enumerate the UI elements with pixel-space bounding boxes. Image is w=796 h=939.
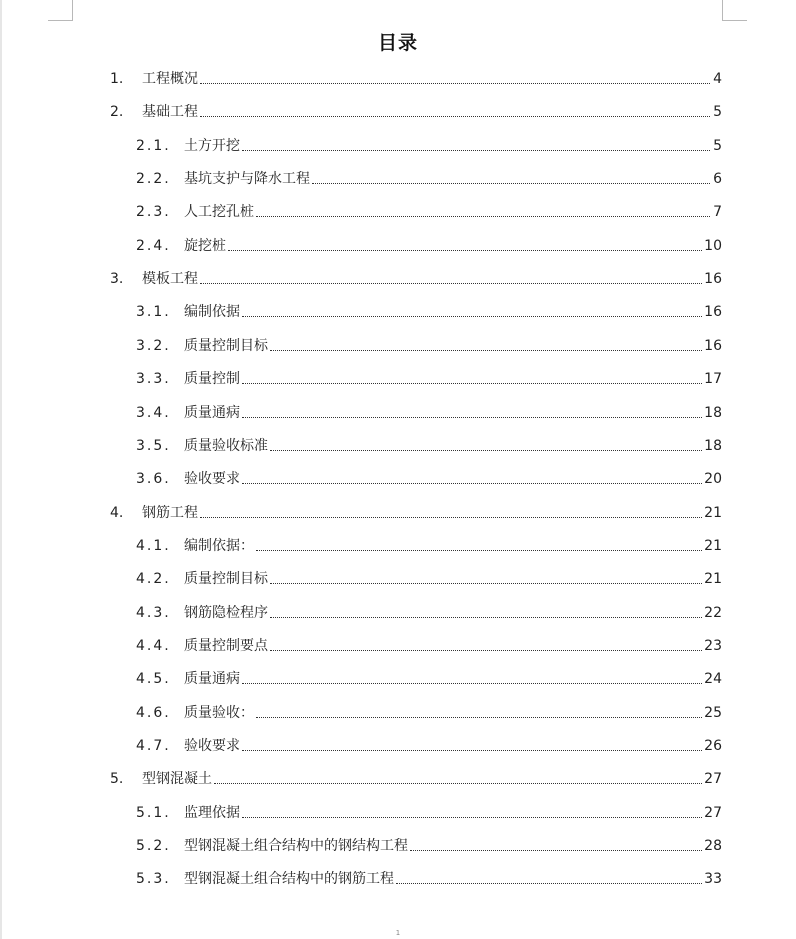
toc-dot-leader [242,150,710,151]
toc-dot-leader [242,817,702,818]
toc-dot-leader [256,717,702,718]
toc-dot-leader [270,583,702,584]
toc-dot-leader [256,216,710,217]
toc-entry-page: 28 [704,838,722,855]
toc-dot-leader [256,550,702,551]
toc-dot-leader [270,350,702,351]
toc-entry-page: 5 [713,104,722,121]
toc-entry-text: 监理依据 [184,804,240,821]
toc-entry-page: 16 [704,304,722,321]
toc-entry-level2[interactable] [136,166,722,188]
toc-dot-leader [228,250,702,251]
toc-entry-number: 4.7. [136,738,171,754]
toc-entry-level2[interactable] [136,299,722,321]
toc-entry-number: 5.1. [136,804,171,821]
toc-entry-text: 质量验收： [184,704,254,721]
toc-entry-page: 21 [704,537,722,554]
toc-dot-leader [200,517,702,518]
toc-entry-number: 4. [110,504,124,521]
toc-entry-number: 4.1. [136,537,171,554]
toc-entry-number: 4.2. [136,571,171,588]
toc-entry-page: 27 [704,804,722,821]
crop-mark-top-left [48,0,73,21]
toc-entry-level2[interactable] [136,833,722,855]
toc-dot-leader [270,617,702,618]
toc-entry-number: 4.3. [136,604,171,621]
toc-entry-text: 质量控制 [184,371,240,388]
toc-dot-leader [270,450,702,451]
toc-entry-level1[interactable] [110,500,722,522]
toc-dot-leader [242,383,702,384]
toc-entry-number: 5. [110,771,124,788]
toc-entry-level1[interactable] [110,99,722,121]
toc-entry-page: 24 [704,671,722,688]
toc-dot-leader [242,483,702,484]
toc-entry-text: 质量通病 [184,671,240,688]
toc-entry-level2[interactable] [136,466,722,488]
toc-entry-text: 人工挖孔桩 [184,204,254,221]
toc-entry-number: 2.3. [136,204,171,221]
toc-entry-page: 27 [704,771,722,788]
toc-entry-text: 质量控制目标 [184,337,268,354]
crop-mark-top-right [722,0,747,21]
toc-dot-leader [242,683,702,684]
toc-dot-leader [200,283,702,284]
toc-dot-leader [242,316,702,317]
toc-entry-level2[interactable] [136,199,722,221]
toc-entry-number: 4.4. [136,637,171,654]
toc-entry-text: 编制依据： [184,537,254,554]
toc-entry-level2[interactable] [136,800,722,822]
toc-dot-leader [242,417,702,418]
toc-entry-page: 10 [704,237,722,254]
toc-entry-number: 2. [110,104,124,121]
toc-entry-number: 3.4. [136,404,171,421]
toc-entry-page: 17 [704,371,722,388]
toc-entry-page: 4 [713,71,722,87]
toc-dot-leader [270,650,702,651]
toc-entry-text: 质量验收标准 [184,437,268,454]
toc-entry-level2[interactable] [136,366,722,388]
toc-entry-level1[interactable] [110,66,722,88]
toc-entry-level2[interactable] [136,733,722,755]
toc-entry-page: 26 [704,738,722,754]
toc-entry-level2[interactable] [136,666,722,688]
toc-entry-level2[interactable] [136,433,722,455]
toc-dot-leader [200,83,710,84]
toc-entry-text: 土方开挖 [184,137,240,154]
toc-entry-number: 4.6. [136,704,171,721]
toc-entry-level2[interactable] [136,700,722,722]
toc-entry-level2[interactable] [136,600,722,622]
toc-entry-level1[interactable] [110,766,722,788]
toc-entry-number: 3.6. [136,471,171,488]
toc-entry-number: 3.2. [136,337,171,354]
toc-entry-level2[interactable] [136,633,722,655]
toc-entry-level2[interactable] [136,133,722,155]
toc-dot-leader [200,116,710,117]
toc-entry-number: 5.2. [136,838,171,855]
toc-dot-leader [396,883,702,884]
toc-entry-text: 基坑支护与降水工程 [184,171,310,188]
toc-entry-number: 1. [110,71,124,87]
toc-entry-text: 模板工程 [142,271,198,288]
toc-entry-text: 型钢混凝土组合结构中的钢筋工程 [184,871,394,888]
toc-entry-text: 基础工程 [142,104,198,121]
toc-entry-number: 2.4. [136,237,171,254]
toc-entry-page: 23 [704,637,722,654]
toc-entry-page: 20 [704,471,722,488]
toc-entry-number: 3. [110,271,124,288]
toc-entry-page: 21 [704,571,722,588]
toc-entry-level2[interactable] [136,233,722,255]
toc-entry-page: 5 [713,137,722,154]
toc-entry-text: 质量控制要点 [184,637,268,654]
toc-entry-text: 型钢混凝土组合结构中的钢结构工程 [184,838,408,855]
toc-dot-leader [214,783,702,784]
toc-entry-number: 4.5. [136,671,171,688]
toc-entry-text: 验收要求 [184,738,240,754]
toc-dot-leader [242,750,702,751]
toc-entry-page: 16 [704,337,722,354]
toc-entry-text: 钢筋隐检程序 [184,604,268,621]
toc-entry-number: 3.1. [136,304,171,321]
toc-entry-level2[interactable] [136,400,722,422]
toc-entry-text: 工程概况 [142,71,198,87]
toc-entry-page: 18 [704,404,722,421]
toc-entry-page: 33 [704,871,722,888]
toc-entry-level2[interactable] [136,866,722,888]
page-left-edge [0,0,2,939]
toc-entry-text: 旋挖桩 [184,237,226,254]
toc-entry-page: 25 [704,704,722,721]
toc-entry-text: 验收要求 [184,471,240,488]
toc-entry-level1[interactable] [110,266,722,288]
toc-entry-text: 质量控制目标 [184,571,268,588]
toc-entry-level2[interactable] [136,566,722,588]
toc-entry-level2[interactable] [136,333,722,355]
toc-entry-page: 21 [704,504,722,521]
toc-entry-text: 编制依据 [184,304,240,321]
toc-entry-number: 2.2. [136,171,171,188]
toc-entry-page: 22 [704,604,722,621]
toc-title: 目录 [377,32,418,54]
toc-entry-page: 6 [713,171,722,188]
toc-entry-number: 3.3. [136,371,171,388]
toc-entry-text: 型钢混凝土 [142,771,212,788]
toc-entry-number: 2.1. [136,137,171,154]
toc-dot-leader [410,850,702,851]
toc-entry-number: 3.5. [136,437,171,454]
footer-page-number: 1 [395,929,401,937]
toc-dot-leader [312,183,710,184]
toc-entry-text: 钢筋工程 [142,504,198,521]
toc-entry-page: 16 [704,271,722,288]
toc-entry-level2[interactable] [136,533,722,555]
toc-entry-page: 18 [704,437,722,454]
toc-entry-page: 7 [713,204,722,221]
toc-entry-text: 质量通病 [184,404,240,421]
toc-entry-number: 5.3. [136,871,171,888]
